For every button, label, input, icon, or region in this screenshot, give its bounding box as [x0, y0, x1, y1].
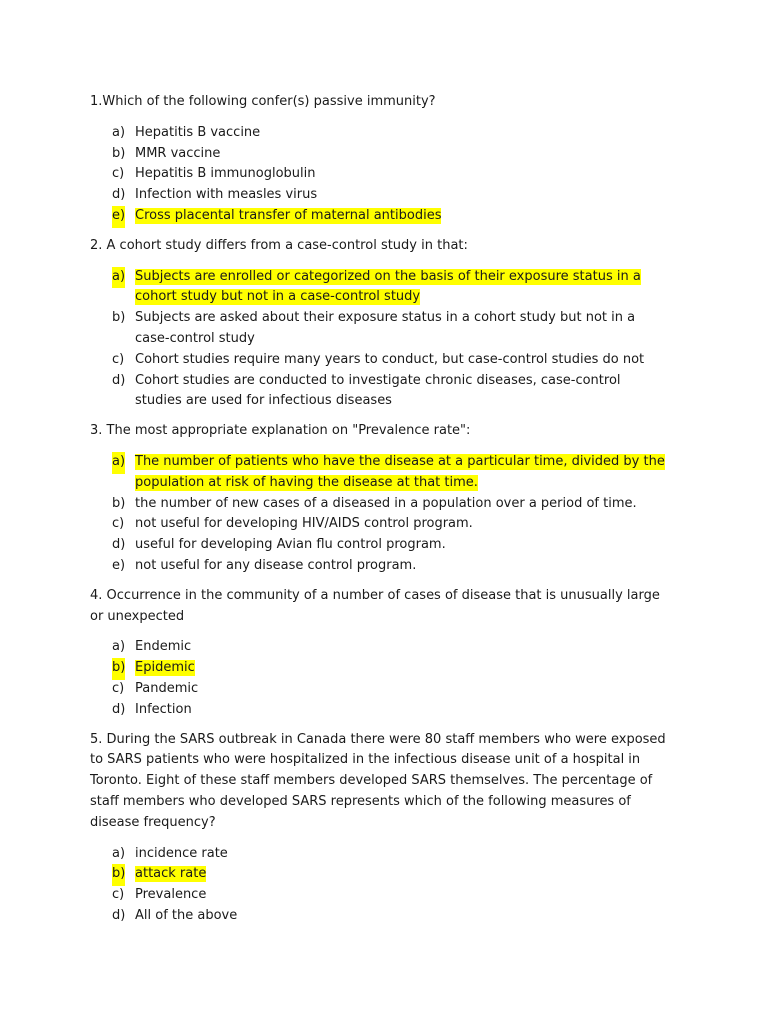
question-2 — [90, 236, 670, 412]
answer-option — [90, 123, 670, 144]
option-text: Infection — [135, 701, 192, 717]
option-text: Prevalence — [135, 887, 207, 903]
answer-option — [90, 906, 670, 927]
option-letter: a) — [112, 845, 126, 861]
answer-option — [90, 535, 670, 556]
option-letter: d) — [112, 907, 126, 923]
option-text: Hepatitis B immunoglobulin — [135, 166, 316, 182]
question-text: 4. Occurrence in the community of a number of cases of disease that is unusually large or unexpected — [90, 587, 660, 624]
option-letter: b) — [112, 864, 125, 886]
option-letter: e) — [112, 206, 125, 228]
highlighted-answer-option — [90, 267, 670, 309]
answer-option — [90, 514, 670, 535]
option-letter: b) — [112, 495, 126, 511]
option-text: Subjects are asked about their exposure status in a cohort study but not in a case-control study — [135, 310, 636, 346]
question-text: 3. The most appropriate explanation on "Prevalence rate": — [90, 423, 471, 439]
highlighted-answer-option — [90, 658, 670, 679]
option-text: MMR vaccine — [135, 145, 221, 161]
option-text: Cross placental transfer of maternal antibodies — [135, 207, 442, 223]
answer-option — [90, 700, 670, 721]
option-text: not useful for any disease control program. — [135, 557, 417, 573]
option-letter: b) — [112, 310, 126, 326]
option-text: the number of new cases of a diseased in a population over a period of time. — [135, 495, 637, 511]
answer-option — [90, 885, 670, 906]
answer-option — [90, 556, 670, 577]
answer-options — [90, 844, 670, 927]
option-letter: c) — [112, 516, 125, 532]
question-5 — [90, 730, 670, 927]
answer-option — [90, 679, 670, 700]
option-text: Pandemic — [135, 680, 199, 696]
option-text: not useful for developing HIV/AIDS control program. — [135, 516, 473, 532]
highlighted-answer-option — [90, 452, 670, 494]
highlighted-answer-option — [90, 864, 670, 885]
option-text: Infection with measles virus — [135, 187, 318, 203]
option-text: All of the above — [135, 907, 238, 923]
answer-option — [90, 185, 670, 206]
option-letter: b) — [112, 145, 126, 161]
option-letter: a) — [112, 639, 126, 655]
highlighted-answer-option — [90, 206, 670, 227]
option-letter: d) — [112, 372, 126, 388]
answer-options — [90, 267, 670, 413]
answer-options — [90, 452, 670, 577]
option-letter: c) — [112, 887, 125, 903]
option-text: Hepatitis B vaccine — [135, 124, 261, 140]
question-text: 1.Which of the following confer(s) passive immunity? — [90, 94, 436, 109]
option-text: The number of patients who have the disease at a particular time, divided by the population at risk of having the disease at that time. — [135, 453, 665, 490]
answer-option — [90, 350, 670, 371]
option-letter: c) — [112, 351, 125, 367]
option-letter: e) — [112, 557, 126, 573]
option-text: Cohort studies are conducted to investigate chronic diseases, case-control studies are used for infectious diseases — [135, 372, 621, 409]
option-text: attack rate — [135, 866, 207, 882]
option-text: useful for developing Avian flu control program. — [135, 537, 446, 553]
document-body — [90, 92, 670, 936]
question-4 — [90, 586, 670, 721]
option-letter: a) — [112, 124, 126, 140]
option-letter: d) — [112, 701, 126, 717]
answer-option — [90, 371, 670, 413]
answer-option — [90, 308, 670, 350]
question-text: 5. During the SARS outbreak in Canada there were 80 staff members who were exposed to SARS patients who were hospitalized in the infectious disease unit of a hospital in Toronto. Eight of these staff members developed SARS themselves. The percentage of staff members who developed SARS represents which of the following measures of disease frequency? — [90, 731, 666, 830]
option-text: Subjects are enrolled or categorized on the basis of their exposure status in a cohort study but not in a case-control study — [135, 268, 641, 305]
answer-option — [90, 637, 670, 658]
answer-option — [90, 144, 670, 165]
option-letter: c) — [112, 166, 125, 182]
option-text: Epidemic — [135, 660, 195, 676]
option-text: Cohort studies require many years to conduct, but case-control studies do not — [135, 351, 645, 367]
question-1 — [90, 92, 670, 227]
option-letter: d) — [112, 537, 126, 553]
option-letter: a) — [112, 267, 125, 289]
option-letter: c) — [112, 680, 125, 696]
answer-option — [90, 494, 670, 515]
answer-options — [90, 123, 670, 227]
option-letter: a) — [112, 452, 125, 474]
answer-option — [90, 844, 670, 865]
answer-options — [90, 637, 670, 720]
option-text: incidence rate — [135, 845, 228, 861]
option-text: Endemic — [135, 639, 192, 655]
option-letter: b) — [112, 658, 125, 680]
question-3 — [90, 421, 670, 577]
answer-option — [90, 164, 670, 185]
option-letter: d) — [112, 187, 126, 203]
question-text: 2. A cohort study differs from a case-control study in that: — [90, 237, 468, 253]
